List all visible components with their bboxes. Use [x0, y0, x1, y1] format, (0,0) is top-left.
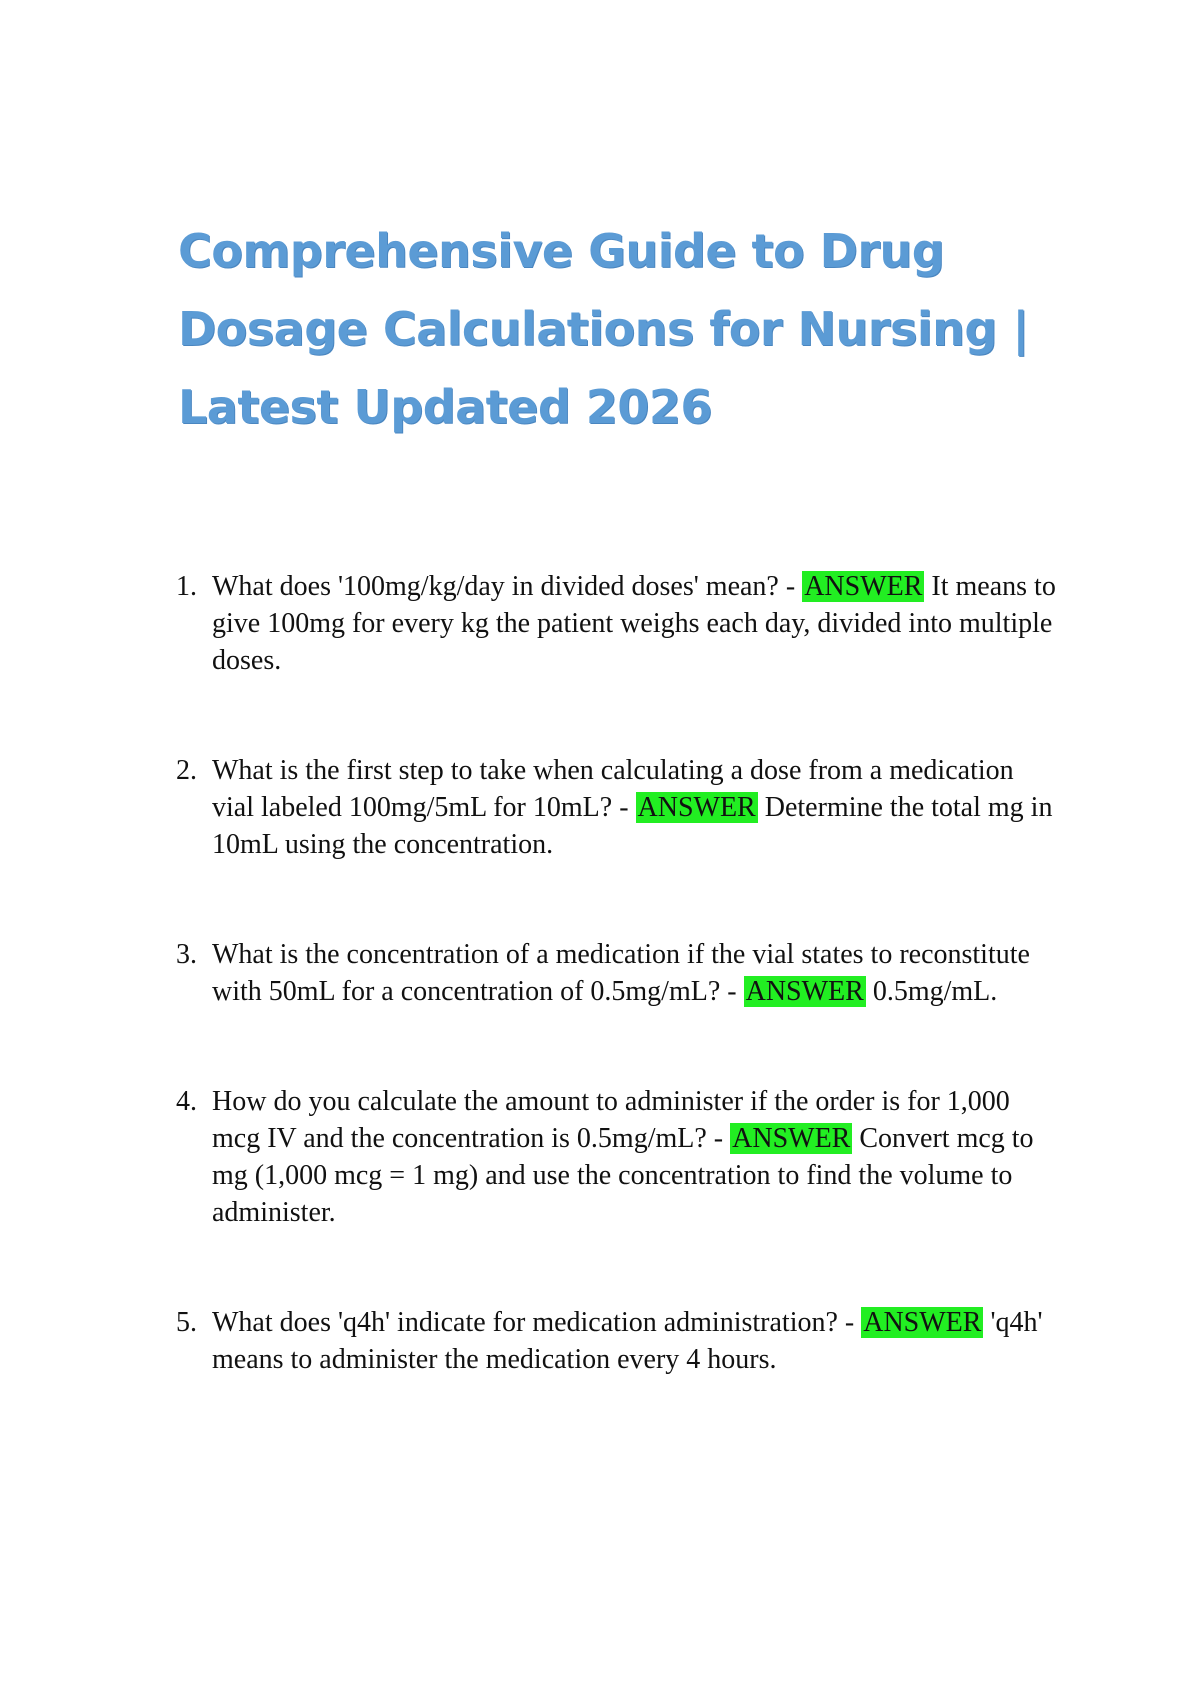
- qa-answer: Determine the total mg in 10mL using the concentration.: [212, 792, 1053, 860]
- qa-answer: 'q4h' means to administer the medication every 4 hours.: [212, 1307, 1043, 1375]
- qa-question: What does '100mg/kg/day in divided doses' mean? -: [212, 571, 803, 602]
- qa-item: [176, 752, 1056, 863]
- qa-item: [176, 568, 1056, 679]
- qa-question: What is the concentration of a medication if the vial states to reconstitute with 50mL for a concentration of 0.5mg/mL? -: [212, 939, 1030, 1007]
- qa-answer: Convert mcg to mg (1,000 mcg = 1 mg) and use the concentration to find the volume to administer.: [212, 1123, 1034, 1228]
- qa-item-number: 5.: [176, 1307, 197, 1338]
- qa-list: [176, 568, 1056, 1378]
- qa-item: [176, 1304, 1056, 1378]
- qa-answer: 0.5mg/mL.: [865, 976, 998, 1007]
- document-title: Comprehensive Guide to Drug Dosage Calculations for Nursing | Latest Updated 2026: [178, 224, 1029, 434]
- qa-item-number: 2.: [176, 755, 197, 786]
- qa-answer: It means to give 100mg for every kg the patient weighs each day, divided into multiple doses.: [212, 571, 1056, 676]
- qa-item-number: 1.: [176, 571, 197, 602]
- qa-item-number: 3.: [176, 939, 197, 970]
- answer-highlight: ANSWER: [804, 571, 923, 602]
- qa-item: [176, 936, 1056, 1010]
- answer-highlight: ANSWER: [732, 1123, 851, 1154]
- qa-question: What does 'q4h' indicate for medication administration? -: [212, 1307, 862, 1338]
- qa-item: [176, 1083, 1056, 1231]
- qa-item-number: 4.: [176, 1086, 197, 1117]
- qa-question: How do you calculate the amount to administer if the order is for 1,000 mcg IV and the concentration is 0.5mg/mL? -: [212, 1086, 1010, 1154]
- qa-question: What is the first step to take when calculating a dose from a medication vial labeled 100mg/5mL for 10mL? -: [212, 755, 1014, 823]
- answer-highlight: ANSWER: [863, 1307, 982, 1338]
- answer-highlight: ANSWER: [637, 792, 756, 823]
- answer-highlight: ANSWER: [745, 976, 864, 1007]
